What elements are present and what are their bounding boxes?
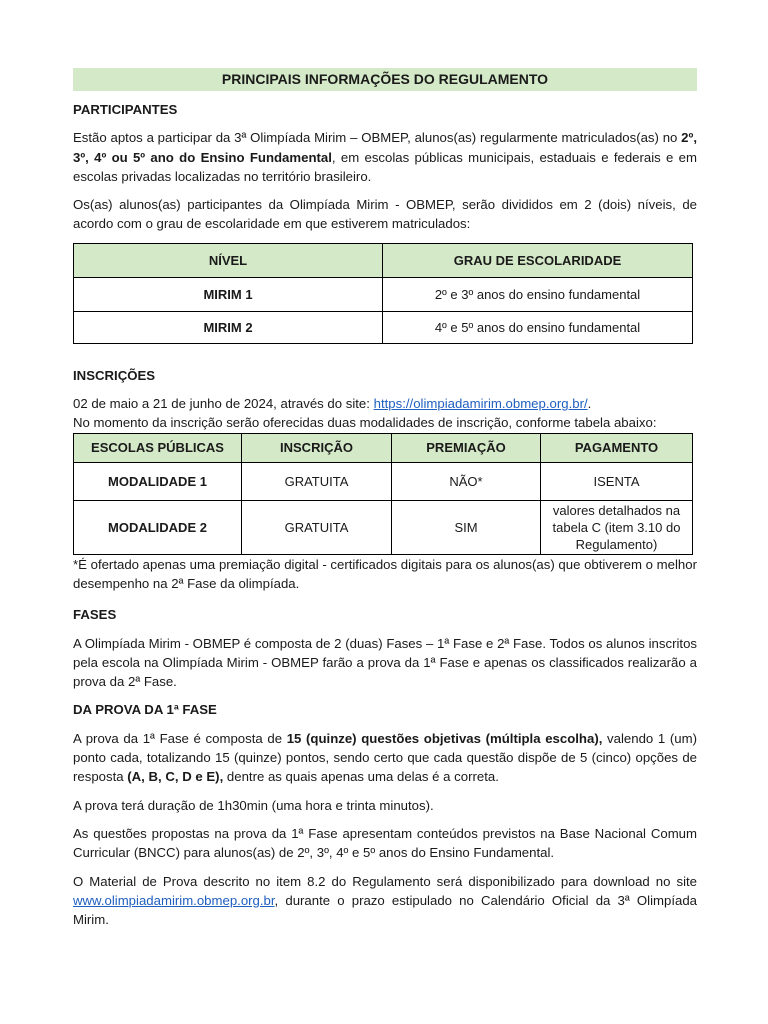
table-header-cell: NÍVEL xyxy=(74,243,383,277)
bold-text: (A, B, C, D e E), xyxy=(127,769,224,785)
table-cell: ISENTA xyxy=(541,462,693,500)
table-cell: 2º e 3º anos do ensino fundamental xyxy=(383,277,693,311)
inscricoes-dates: 02 de maio a 21 de junho de 2024, através do site: https://olimpiadamirim.obmep.org.br/. xyxy=(73,396,592,412)
section-heading-fases: FASES xyxy=(73,607,117,623)
prova-paragraph-1: A prova da 1ª Fase é composta de 15 (quinze) questões objetivas (múltipla escolha), valendo 1 (um) ponto cada, totalizando 15 (quinze) pontos, sendo certo que cada questão dispõe de 5 (cinco) opções de resposta (A, B, C, D e E), dentre as quais apenas uma delas é a correta. xyxy=(73,730,697,785)
participantes-paragraph-2: Os(as) alunos(as) participantes da Olimpíada Mirim - OBMEP, serão divididos em 2 (dois) níveis, de acordo com o grau de escolaridade em que estiverem matriculados: xyxy=(73,197,697,232)
table-cell: MODALIDADE 1 xyxy=(74,462,242,500)
fases-paragraph: A Olimpíada Mirim - OBMEP é composta de 2 (duas) Fases – 1ª Fase e 2ª Fase. Todos os alunos inscritos pela escola na Olimpíada Mirim - OBMEP farão a prova da 1ª Fase e apenas os classificados realizarão a prova da 2ª Fase. xyxy=(73,635,697,690)
bold-text: 2º, 3º, 4º ou 5º ano do Ensino Fundamental xyxy=(73,130,697,165)
table-cell: SIM xyxy=(392,500,541,554)
table-cell: MIRIM 2 xyxy=(74,311,383,343)
page-title: PRINCIPAIS INFORMAÇÕES DO REGULAMENTO xyxy=(73,68,697,91)
niveis-table xyxy=(73,243,693,344)
table-cell: GRATUITA xyxy=(242,500,392,554)
table-header-cell: PAGAMENTO xyxy=(541,433,693,462)
bold-text: 15 (quinze) questões objetivas (múltipla escolha), xyxy=(286,730,603,746)
table-header-cell: INSCRIÇÃO xyxy=(242,433,392,462)
table-cell: 4º e 5º anos do ensino fundamental xyxy=(383,311,693,343)
participantes-paragraph-1: Estão aptos a participar da 3ª Olimpíada Mirim – OBMEP, alunos(as) regularmente matriculados(as) no 2º, 3º, 4º ou 5º ano do Ensino Fundamental, em escolas públicas municipais, estaduais e federais e em escolas privadas localizadas no território brasileiro. xyxy=(73,130,697,184)
table-row xyxy=(74,311,693,343)
table-cell: NÃO* xyxy=(392,462,541,500)
table-header-cell: GRAU DE ESCOLARIDADE xyxy=(383,243,693,277)
section-heading-participantes: PARTICIPANTES xyxy=(73,102,178,117)
material-link[interactable]: www.olimpiadamirim.obmep.org.br xyxy=(73,892,275,908)
section-heading-prova: DA PROVA DA 1ª FASE xyxy=(73,702,217,718)
table-row xyxy=(74,277,693,311)
table-cell: valores detalhados na tabela C (item 3.10 do Regulamento) xyxy=(541,500,693,554)
table-header-cell: PREMIAÇÃO xyxy=(392,433,541,462)
prova-paragraph-2: A prova terá duração de 1h30min (uma hora e trinta minutos). xyxy=(73,797,434,813)
section-heading-inscricoes: INSCRIÇÕES xyxy=(73,367,156,383)
inscricoes-note: No momento da inscrição serão oferecidas duas modalidades de inscrição, conforme tabela abaixo: xyxy=(73,415,657,431)
table-header-cell: ESCOLAS PÚBLICAS xyxy=(74,433,242,462)
document-page xyxy=(73,68,697,938)
table-header-row xyxy=(74,243,693,277)
table-header-row xyxy=(74,433,693,462)
table-cell: GRATUITA xyxy=(242,462,392,500)
prova-paragraph-3: As questões propostas na prova da 1ª Fase apresentam conteúdos previstos na Base Nacional Comum Curricular (BNCC) para alunos(as) de 2º, 3º, 4º e 5º anos do Ensino Fundamental. xyxy=(73,825,697,861)
table-cell: MODALIDADE 2 xyxy=(74,500,242,554)
table-cell: MIRIM 1 xyxy=(74,277,383,311)
footnote: *É ofertado apenas uma premiação digital - certificados digitais para os alunos(as) que obtiverem o melhor desempenho na 2ª Fase da olimpíada. xyxy=(73,556,697,591)
table-row xyxy=(74,462,693,500)
modalidades-table xyxy=(73,433,693,555)
table-row xyxy=(74,500,693,554)
prova-paragraph-4: O Material de Prova descrito no item 8.2 do Regulamento será disponibilizado para download no site www.olimpiadamirim.obmep.org.br, durante o prazo estipulado no Calendário Oficial da 3ª Olimpíada Mirim. xyxy=(73,873,697,928)
registration-link[interactable]: https://olimpiadamirim.obmep.org.br/ xyxy=(373,396,588,412)
